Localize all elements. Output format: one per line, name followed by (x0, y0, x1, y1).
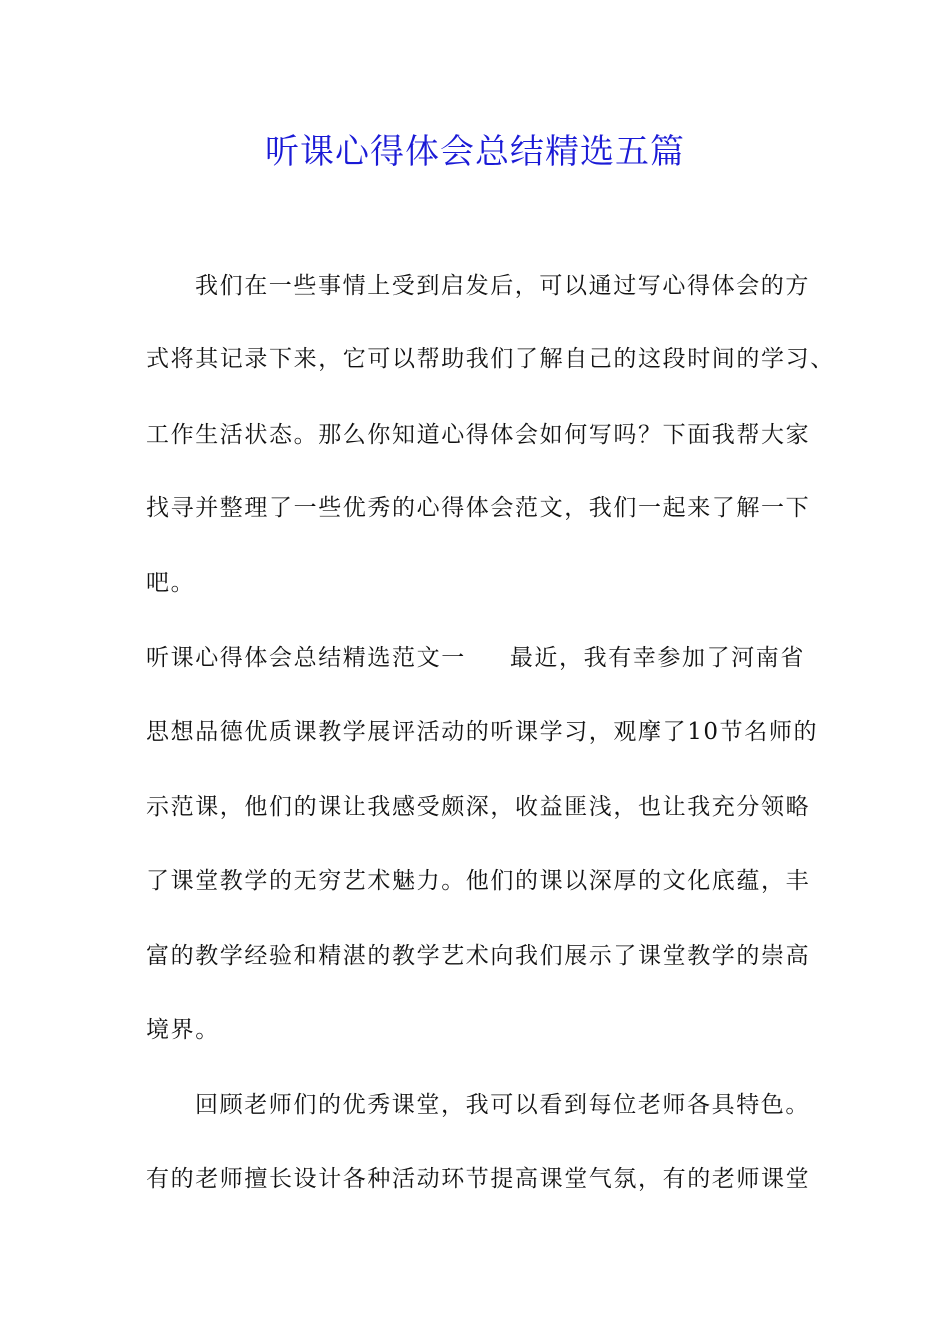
section-heading-line (146, 638, 826, 678)
paragraph-line: 富的教学经验和精湛的教学艺术向我们展示了课堂教学的崇高 (146, 943, 811, 969)
paragraph-line: 吧。 (146, 570, 196, 596)
document-title: 听课心得体会总结精选五篇 (265, 132, 685, 172)
paragraph-line: 回顾老师们的优秀课堂，我可以看到每位老师各具特色。 (195, 1092, 810, 1118)
paragraph-line: 找寻并整理了一些优秀的心得体会范文，我们一起来了解一下 (146, 495, 811, 521)
section-heading: 听课心得体会总结精选范文一 (146, 645, 466, 671)
paragraph-line: 我们在一些事情上受到启发后，可以通过写心得体会的方 (195, 273, 810, 299)
section-first-sentence: 最近，我有幸参加了河南省 (509, 645, 806, 671)
paragraph-line: 工作生活状态。那么你知道心得体会如何写吗？下面我帮大家 (146, 422, 811, 448)
paragraph-line: 境界。 (146, 1017, 220, 1043)
paragraph-line: 式将其记录下来，它可以帮助我们了解自己的这段时间的学习、 (146, 346, 835, 372)
paragraph-line: 有的老师擅长设计各种活动环节提高课堂气氛，有的老师课堂 (146, 1166, 811, 1192)
paragraph-line: 示范课，他们的课让我感受颇深，收益匪浅，也让我充分领略 (146, 794, 811, 820)
paragraph-line: 思想品德优质课教学展评活动的听课学习，观摩了10节名师的 (146, 719, 819, 745)
paragraph-line: 了课堂教学的无穷艺术魅力。他们的课以深厚的文化底蕴，丰 (146, 868, 811, 894)
